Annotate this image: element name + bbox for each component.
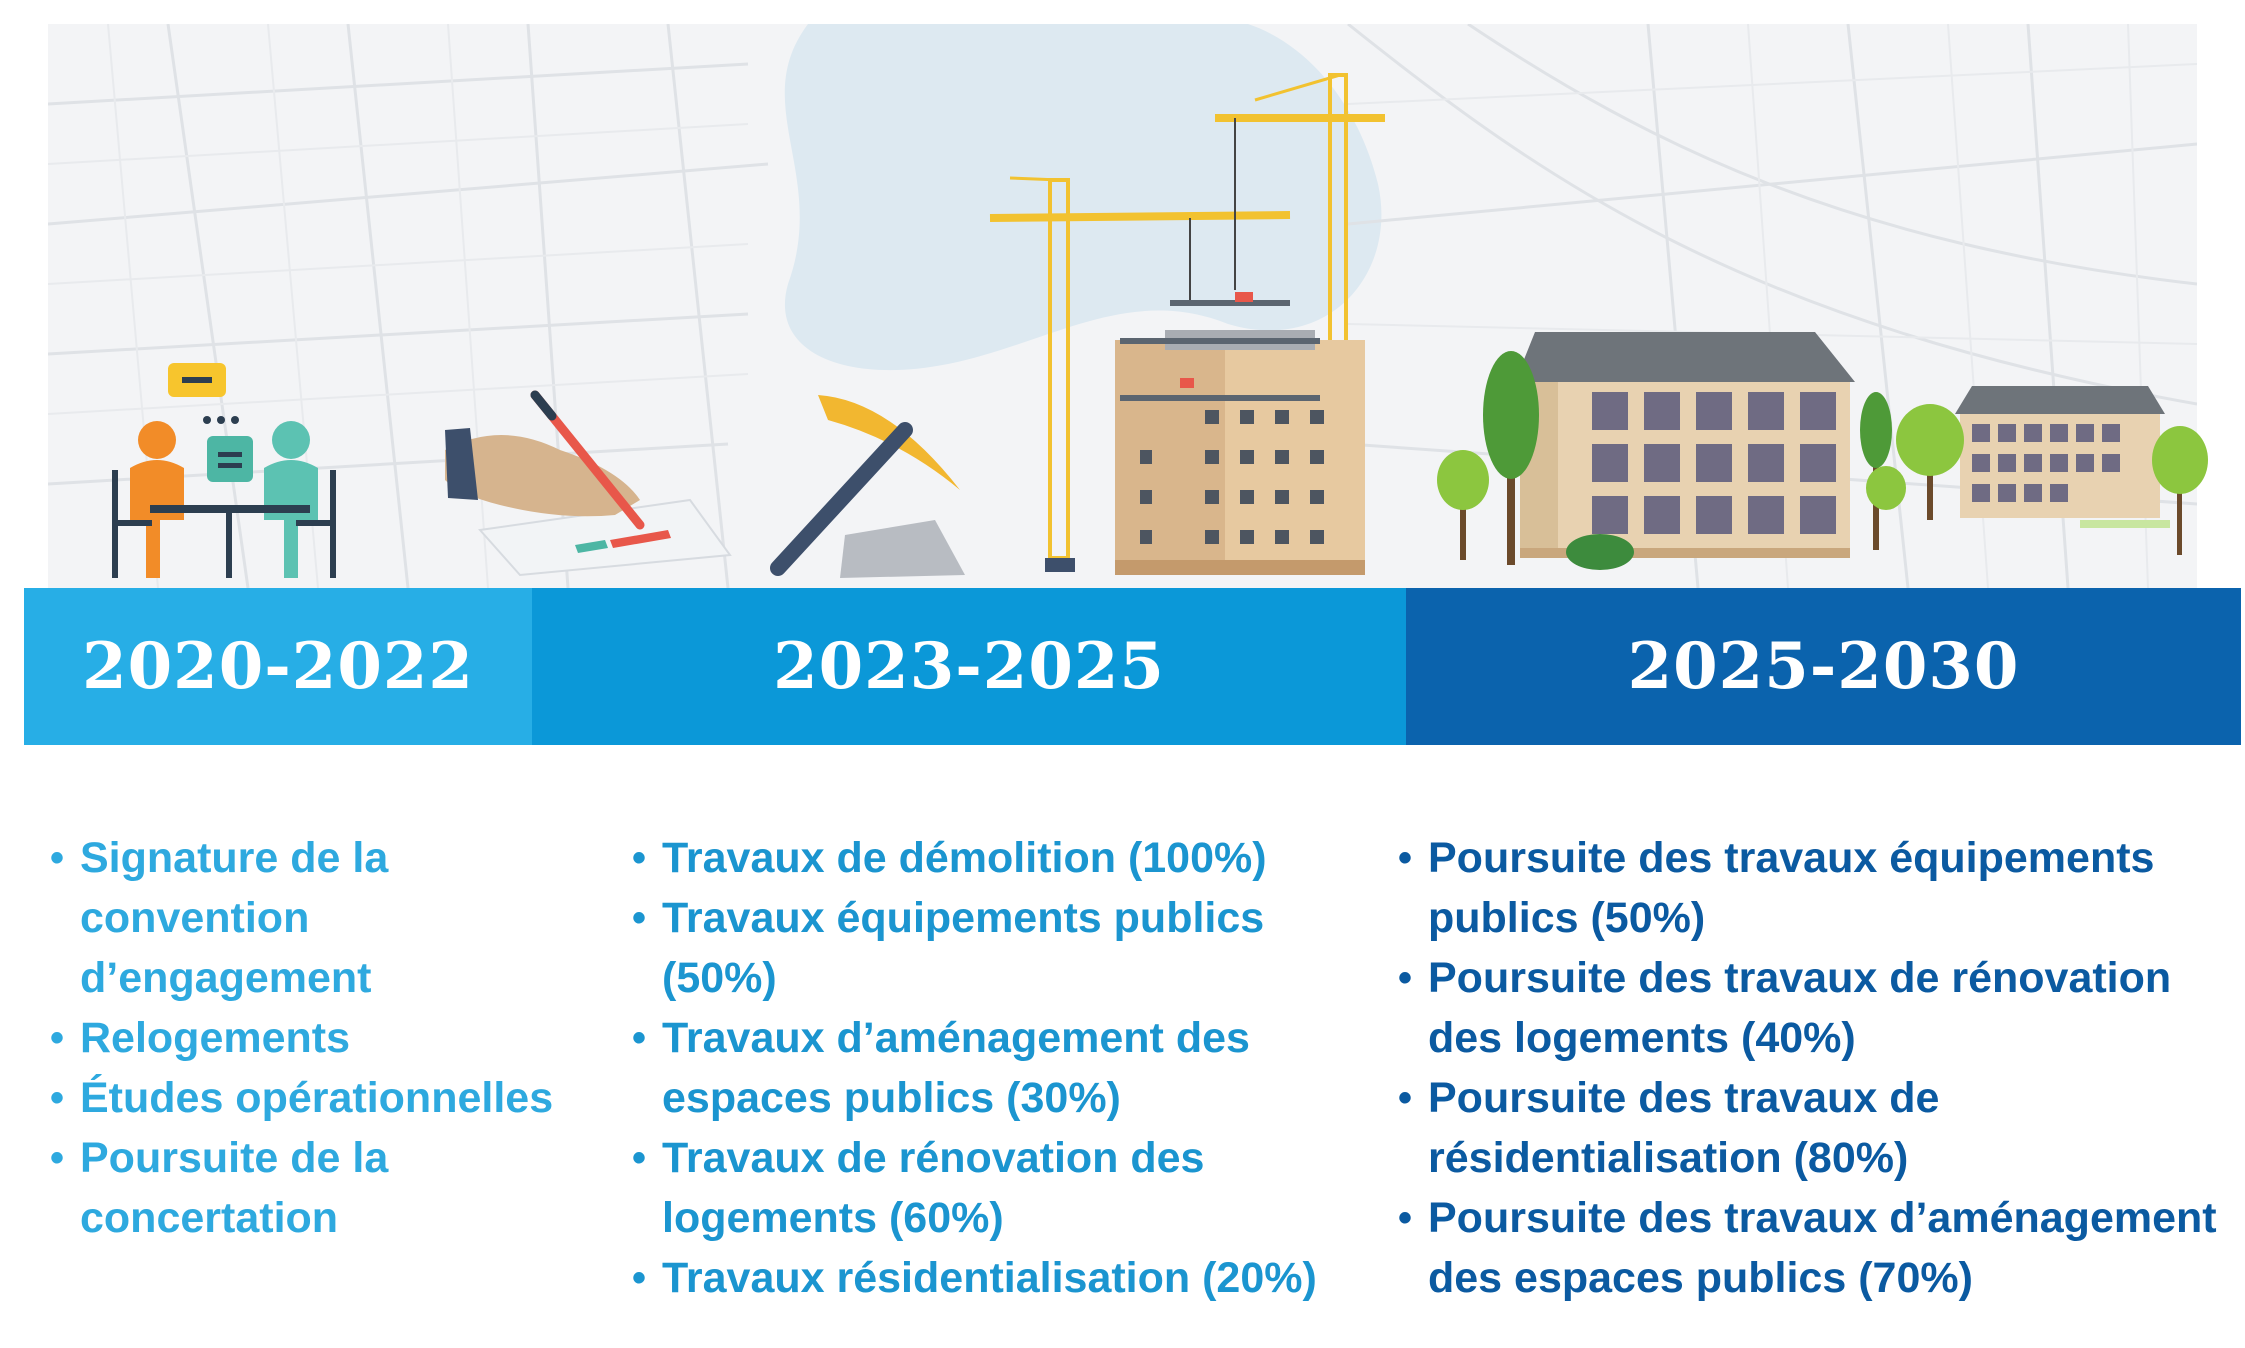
illustrations-layer: [0, 0, 2245, 590]
period-label: 2020-2022: [82, 629, 474, 704]
bullet-icon: •: [1398, 1076, 1413, 1120]
bullet-icon: •: [632, 836, 647, 880]
bullet-icon: •: [50, 1016, 65, 1060]
list-item-text: Travaux résidentialisation (20%): [662, 1254, 1317, 1302]
list-item: [630, 1248, 1350, 1308]
list-item-text: Signature de la convention d’engagement: [80, 834, 389, 1002]
meeting-icon: [112, 363, 336, 578]
period-band-2023-2025: [532, 588, 1406, 745]
list-item: [630, 1008, 1350, 1128]
list-item-text: Poursuite des travaux de rénovation des logements (40%): [1428, 954, 2172, 1062]
actions-list-2023-2025: [630, 828, 1350, 1308]
bullet-icon: •: [50, 1136, 65, 1180]
list-item: [630, 828, 1350, 888]
list-item-text: Poursuite de la concertation: [80, 1134, 389, 1242]
list-item: [1396, 1068, 2226, 1188]
period-label: 2025-2030: [1627, 629, 2020, 704]
actions-list-2020-2022: [48, 828, 588, 1248]
bullet-icon: •: [632, 1256, 647, 1300]
actions-list-2025-2030: [1396, 828, 2226, 1308]
period-band-2025-2030: [1406, 588, 2241, 745]
period-band-2020-2022: [24, 588, 532, 745]
list-item: [630, 888, 1350, 1008]
list-item: [1396, 948, 2226, 1068]
list-item: [48, 1068, 588, 1128]
bullet-icon: •: [632, 1136, 647, 1180]
list-item-text: Études opérationnelles: [80, 1074, 554, 1122]
list-item-text: Relogements: [80, 1014, 351, 1062]
construction-building-icon: [1115, 292, 1365, 575]
small-building-icon: [1955, 386, 2165, 518]
signing-hand-icon: [445, 395, 730, 575]
bullet-icon: •: [50, 836, 65, 880]
list-item-text: Poursuite des travaux d’aménagement des espaces publics (70%): [1428, 1194, 2217, 1302]
list-item-text: Travaux équipements publics (50%): [662, 894, 1265, 1002]
pickaxe-icon: [778, 395, 965, 578]
list-item: [48, 828, 588, 1008]
list-item: [1396, 828, 2226, 948]
list-item-text: Travaux d’aménagement des espaces publics (30%): [662, 1014, 1250, 1122]
period-label: 2023-2025: [773, 629, 1165, 704]
list-item-text: Poursuite des travaux équipements publics (50%): [1428, 834, 2155, 942]
list-item: [630, 1128, 1350, 1248]
bullet-icon: •: [1398, 836, 1413, 880]
bullet-icon: •: [50, 1076, 65, 1120]
bullet-icon: •: [1398, 956, 1413, 1000]
bullet-icon: •: [1398, 1196, 1413, 1240]
bullet-icon: •: [632, 896, 647, 940]
renovated-building-icon: [1515, 332, 1855, 558]
list-item: [48, 1008, 588, 1068]
list-item-text: Travaux de démolition (100%): [662, 834, 1267, 882]
list-item: [1396, 1188, 2226, 1308]
list-item-text: Travaux de rénovation des logements (60%): [662, 1134, 1205, 1242]
list-item-text: Poursuite des travaux de résidentialisation (80%): [1428, 1074, 1940, 1182]
bullet-icon: •: [632, 1016, 647, 1060]
list-item: [48, 1128, 588, 1248]
